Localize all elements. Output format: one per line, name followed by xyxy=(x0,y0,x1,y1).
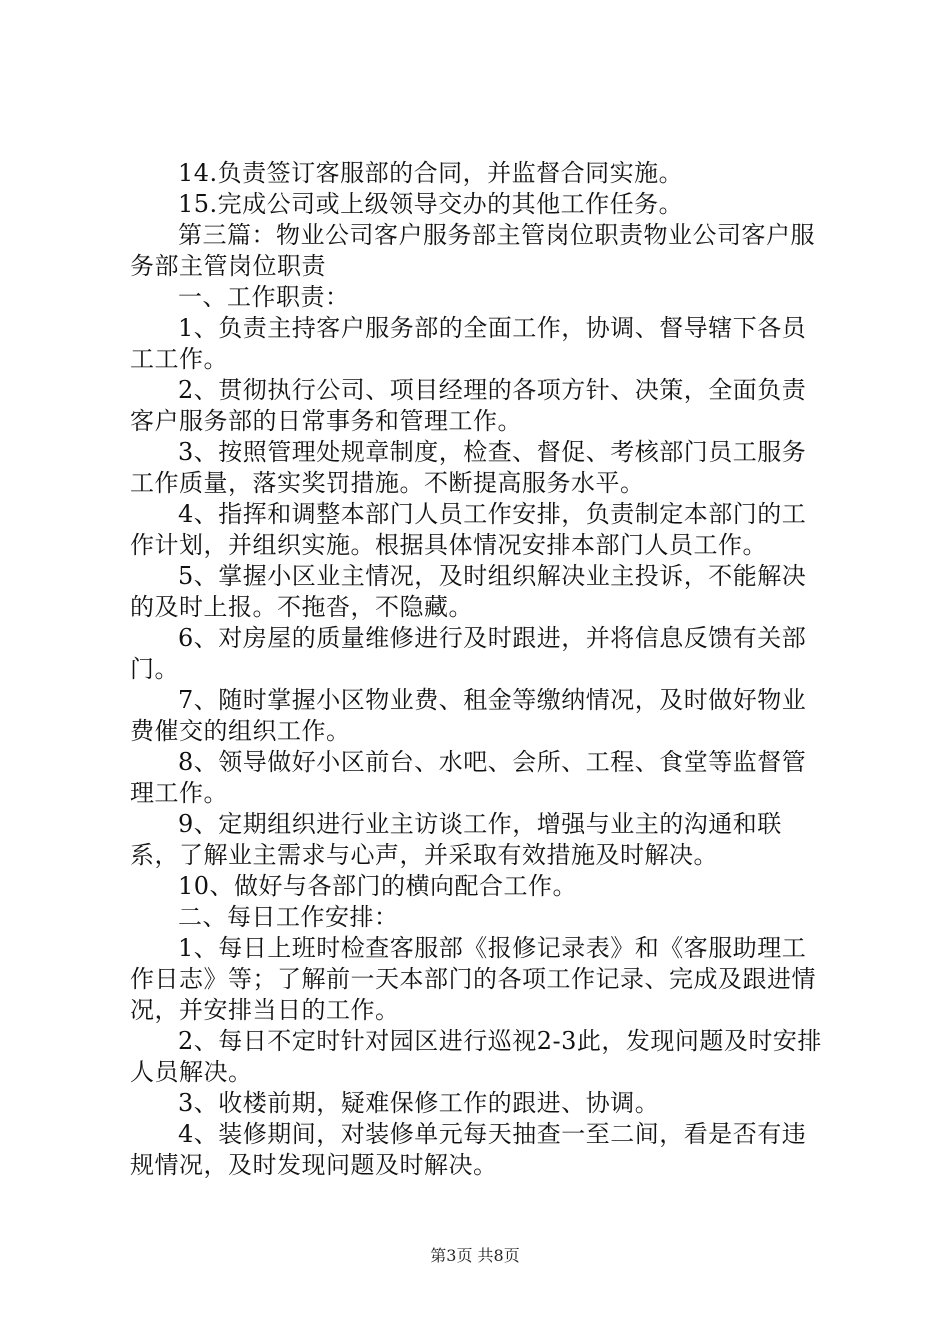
paragraph: 4、指挥和调整本部门人员工作安排，负责制定本部门的工作计划，并组织实施。根据具体情况安排本部门人员工作。 xyxy=(130,500,807,559)
page-footer: 第3页 共8页 xyxy=(430,1246,520,1265)
paragraph: 6、对房屋的质量维修进行及时跟进，并将信息反馈有关部门。 xyxy=(130,624,807,683)
paragraph: 1、每日上班时检查客服部《报修记录表》和《客服助理工作日志》等；了解前一天本部门的各项工作记录、完成及跟进情况，并安排当日的工作。 xyxy=(130,934,816,1024)
paragraph: 8、领导做好小区前台、水吧、会所、工程、食堂等监督管理工作。 xyxy=(130,748,807,807)
paragraph: 3、按照管理处规章制度，检查、督促、考核部门员工服务工作质量，落实奖罚措施。不断提高服务水平。 xyxy=(130,438,807,497)
paragraph: 4、装修期间，对装修单元每天抽查一至二间，看是否有违规情况，及时发现问题及时解决。 xyxy=(130,1120,807,1179)
paragraph: 14.负责签订客服部的合同，并监督合同实施。 xyxy=(178,159,684,187)
paragraph: 9、定期组织进行业主访谈工作，增强与业主的沟通和联系，了解业主需求与心声，并采取有效措施及时解决。 xyxy=(130,810,782,869)
paragraph: 2、每日不定时针对园区进行巡视2-3此，发现问题及时安排人员解决。 xyxy=(130,1027,822,1086)
paragraph: 1、负责主持客户服务部的全面工作，协调、督导辖下各员工工作。 xyxy=(130,314,807,373)
paragraph: 5、掌握小区业主情况，及时组织解决业主投诉，不能解决的及时上报。不拖沓，不隐藏。 xyxy=(130,562,807,621)
subsection-heading: 一、工作职责： xyxy=(178,283,350,311)
paragraph: 10、做好与各部门的横向配合工作。 xyxy=(178,872,578,900)
paragraph: 15.完成公司或上级领导交办的其他工作任务。 xyxy=(178,190,684,218)
paragraph: 2、贯彻执行公司、项目经理的各项方针、决策，全面负责客户服务部的日常事务和管理工作。 xyxy=(130,376,807,435)
paragraph: 7、随时掌握小区物业费、租金等缴纳情况，及时做好物业费催交的组织工作。 xyxy=(130,686,807,745)
document-body xyxy=(130,158,830,1181)
section-heading: 第三篇：物业公司客户服务部主管岗位职责物业公司客户服务部主管岗位职责 xyxy=(130,221,815,280)
paragraph: 3、收楼前期，疑难保修工作的跟进、协调。 xyxy=(178,1089,660,1117)
subsection-heading: 二、每日工作安排： xyxy=(178,903,399,931)
